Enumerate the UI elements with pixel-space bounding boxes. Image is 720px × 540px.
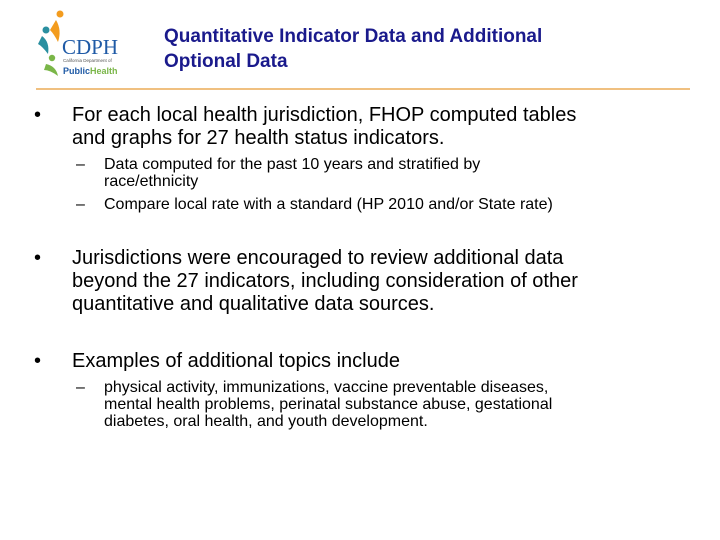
sub-bullet-line: race/ethnicity xyxy=(104,173,199,190)
dash-icon: – xyxy=(76,196,85,213)
dash-icon: – xyxy=(76,156,85,173)
logo-mark: CDPH xyxy=(62,35,119,59)
bullet-item xyxy=(34,247,694,316)
sub-bullet-line: mental health problems, perinatal substance abuse, gestational xyxy=(104,396,553,413)
sub-bullet-item xyxy=(34,156,694,190)
logo-public: Public xyxy=(63,66,91,76)
bullet-icon: • xyxy=(34,104,42,126)
bullet-line: quantitative and qualitative data sources. xyxy=(72,293,435,315)
sub-bullet-item xyxy=(34,196,694,213)
bullet-icon: • xyxy=(34,247,42,269)
dash-icon: – xyxy=(76,379,85,396)
sub-bullet-line: Compare local rate with a standard (HP 2010 and/or State rate) xyxy=(104,196,553,213)
bullet-line: Examples of additional topics include xyxy=(72,350,400,372)
svg-text:PublicHealth xyxy=(63,66,118,76)
slide-body xyxy=(34,104,694,430)
bullet-icon: • xyxy=(34,350,42,372)
sub-bullet-item xyxy=(34,379,694,430)
title-divider xyxy=(36,88,690,90)
bullet-line: beyond the 27 indicators, including consideration of other xyxy=(72,270,578,292)
bullet-item xyxy=(34,104,694,150)
bullet-line: and graphs for 27 health status indicators. xyxy=(72,127,445,149)
bullet-line: Jurisdictions were encouraged to review additional data xyxy=(72,247,564,269)
page-title xyxy=(164,24,684,74)
title-line-1: Quantitative Indicator Data and Additional xyxy=(164,26,543,47)
bullet-item xyxy=(34,350,694,373)
title-line-2: Optional Data xyxy=(164,51,288,72)
logo-health: Health xyxy=(90,66,118,76)
cdph-logo xyxy=(36,8,120,82)
sub-bullet-line: physical activity, immunizations, vaccine preventable diseases, xyxy=(104,379,549,396)
bullet-line: For each local health jurisdiction, FHOP computed tables xyxy=(72,104,577,126)
sub-bullet-line: diabetes, oral health, and youth development. xyxy=(104,413,428,430)
logo-subtext: California Department of xyxy=(63,58,112,63)
sub-bullet-line: Data computed for the past 10 years and stratified by xyxy=(104,156,481,173)
